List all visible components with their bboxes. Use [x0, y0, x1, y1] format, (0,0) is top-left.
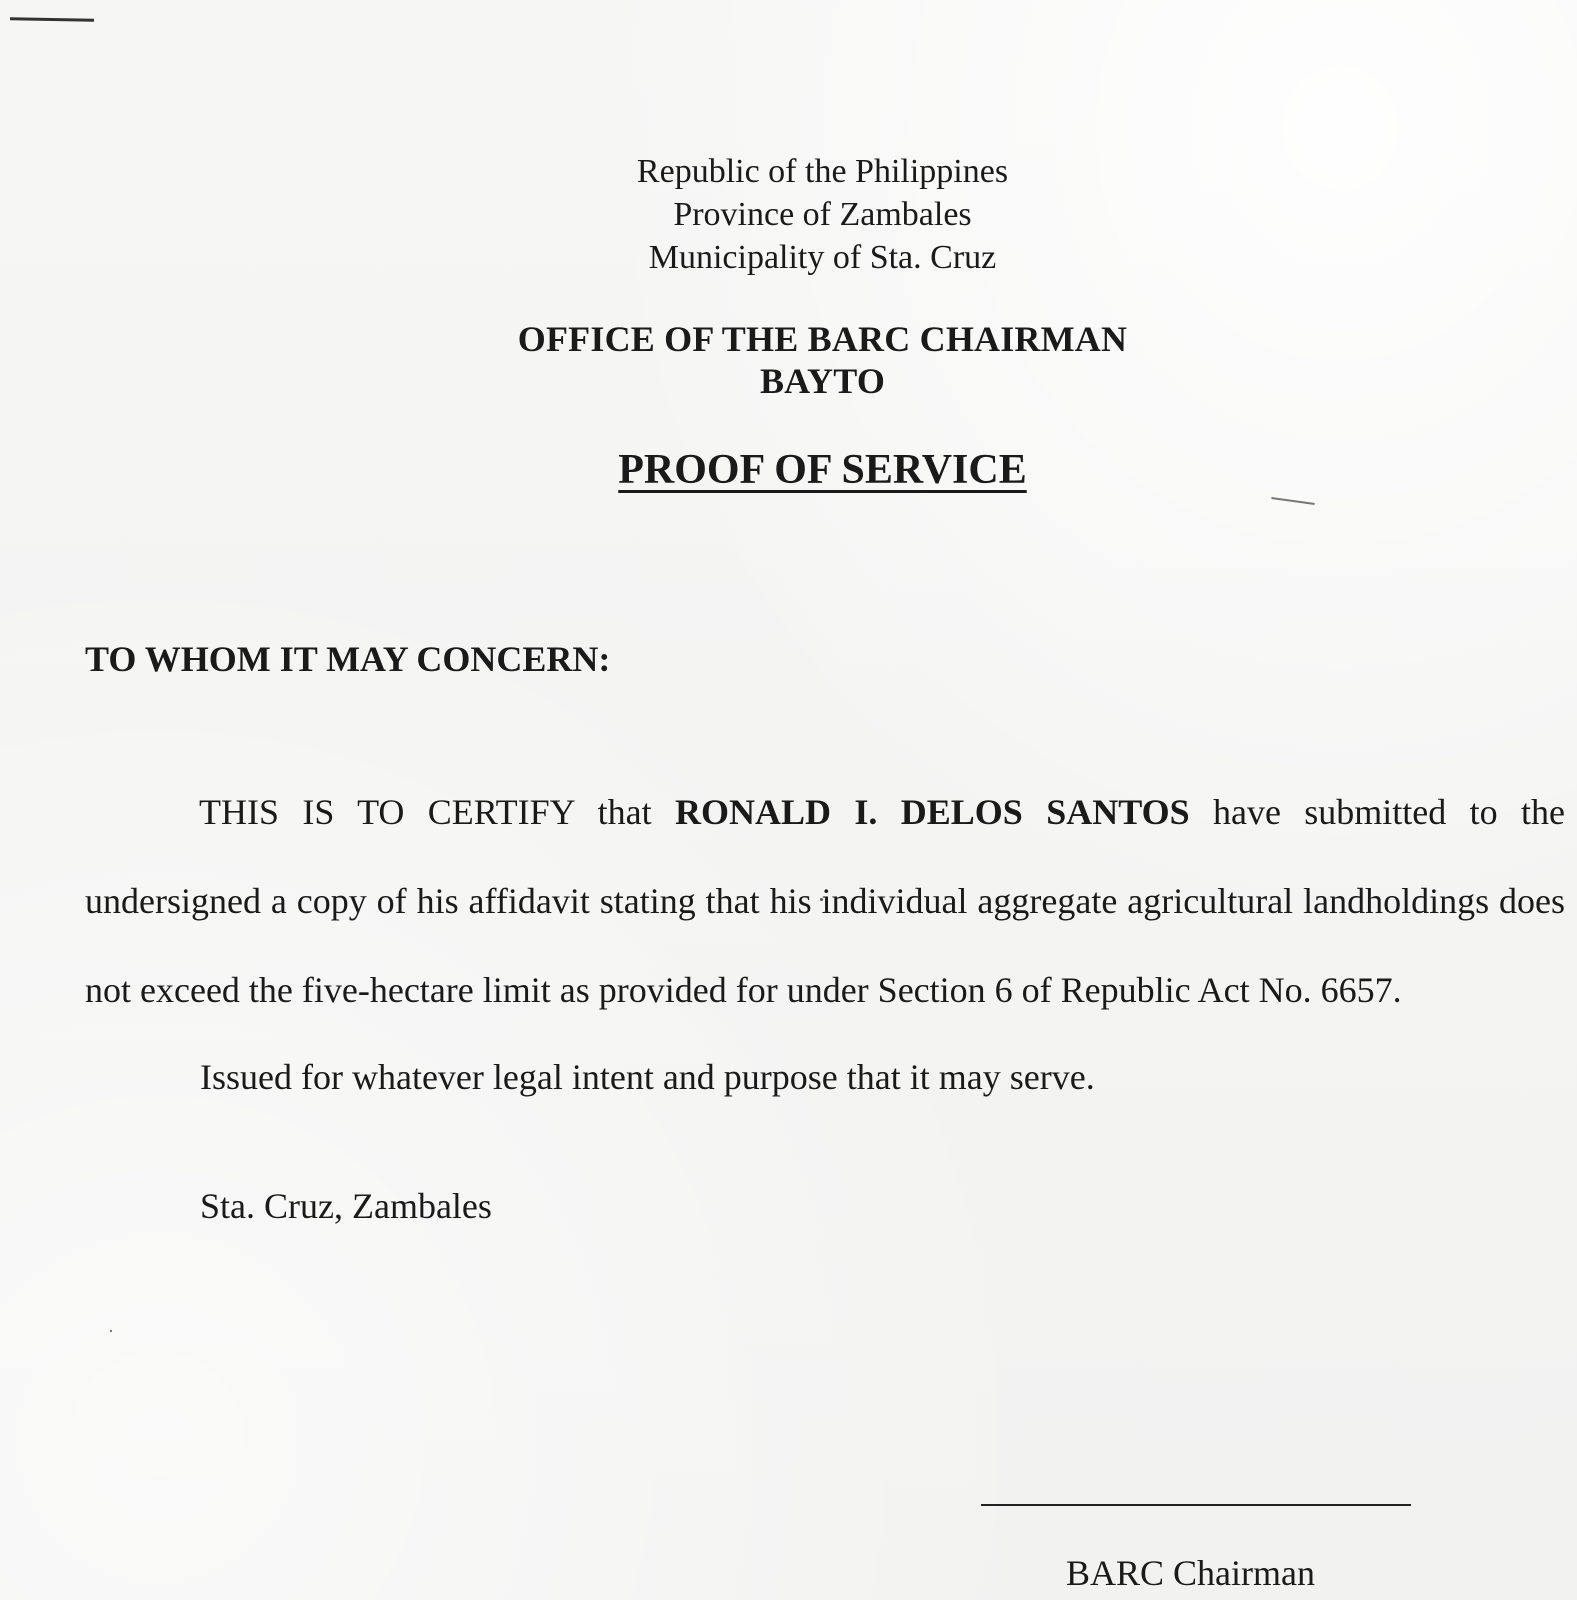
signature-line	[981, 1504, 1411, 1506]
certification-text: have submitted to the undersigned a copy of his affidavit stating that his individual aggregate agricultural landholdings does not exceed the five-hectare limit as provided for under Section 6 of Republic Act No. 6657.	[85, 792, 1566, 1010]
corner-pen-mark	[10, 17, 94, 21]
certified-person-name: RONALD I. DELOS SANTOS	[675, 792, 1190, 832]
header-republic: Republic of the Philippines	[636, 153, 1009, 190]
document-title: PROOF OF SERVICE	[618, 447, 1027, 493]
header-municipality: Municipality of Sta. Cruz	[648, 239, 997, 276]
certification-paragraph	[85, 768, 1565, 1035]
issued-statement: Issued for whatever legal intent and purpose that it may serve.	[200, 1057, 1095, 1097]
paper-speck	[1271, 497, 1315, 505]
paper-speck	[110, 1330, 112, 1332]
signatory-title: BARC Chairman	[1066, 1553, 1315, 1593]
office-title: OFFICE OF THE BARC CHAIRMAN	[517, 319, 1128, 359]
certification-lead: THIS IS TO CERTIFY that	[199, 792, 652, 832]
office-subtitle: BAYTO	[759, 361, 886, 401]
place-of-issue: Sta. Cruz, Zambales	[200, 1186, 492, 1226]
header-province: Province of Zambales	[673, 196, 972, 233]
salutation: TO WHOM IT MAY CONCERN:	[85, 639, 611, 679]
